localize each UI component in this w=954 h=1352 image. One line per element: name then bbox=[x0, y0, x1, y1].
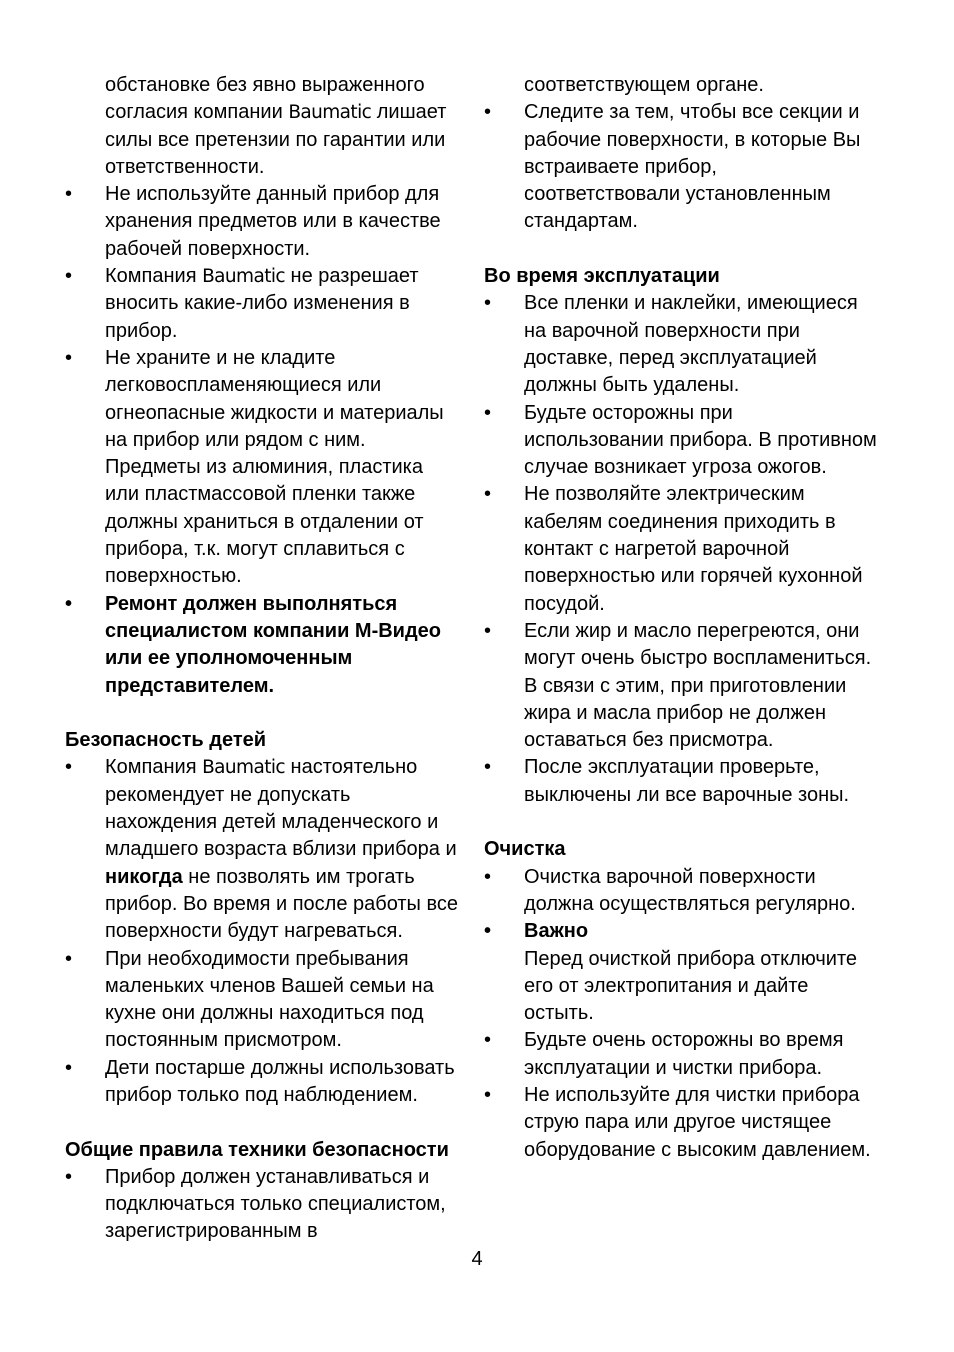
list-item: • Компания Baumatic не разрешает вносить какие-либо изменения в прибор. bbox=[65, 265, 419, 342]
text-line: ответственности. bbox=[105, 155, 265, 178]
bullet-icon: • bbox=[484, 1083, 492, 1106]
bullet-icon: • bbox=[65, 346, 73, 369]
bullet-icon: • bbox=[65, 265, 73, 288]
list-item: • Дети постарше должны использовать прибор только под наблюдением. bbox=[65, 1056, 455, 1106]
list-item: • Если жир и масло перегреются, они могут очень быстро воспламениться. В связи с этим, при приготовлении жира и масла прибор не должен оставаться без присмотра. bbox=[484, 619, 872, 752]
text-line: обстановке без явно выраженного bbox=[105, 74, 425, 96]
bullet-icon: • bbox=[484, 865, 492, 888]
bullet-icon: • bbox=[484, 292, 492, 315]
emphasis-text: никогда bbox=[105, 865, 183, 888]
left-column bbox=[65, 72, 475, 1246]
brand-name: Baumatic bbox=[202, 266, 285, 288]
brand-name: Baumatic bbox=[288, 102, 372, 124]
text-line: соответствующем органе. bbox=[524, 74, 764, 96]
list-item: • Все пленки и наклейки, имеющиеся на варочной поверхности при доставке, перед эксплуатацией должны быть удалены. bbox=[484, 292, 858, 397]
text-line: силы все претензии по гарантии или bbox=[105, 128, 446, 151]
section-heading-cleaning: Очистка bbox=[484, 838, 566, 861]
list-item: • При необходимости пребывания маленьких членов Вашей семьи на кухне они должны находиться под постоянным присмотром. bbox=[65, 947, 434, 1052]
bullet-icon: • bbox=[484, 920, 492, 943]
important-label: Важно bbox=[524, 920, 589, 943]
section-heading-general-safety: Общие правила техники безопасности bbox=[65, 1138, 449, 1161]
list-item: • Будьте осторожны при использовании прибора. В противном случае возникает угроза ожогов. bbox=[484, 401, 877, 479]
section-heading-children: Безопасность детей bbox=[65, 729, 267, 752]
list-item: • Ремонт должен выполняться специалистом компании М-Видео или ее уполномоченным представителем. bbox=[65, 592, 442, 697]
bullet-icon: • bbox=[65, 1056, 73, 1079]
bullet-icon: • bbox=[65, 592, 73, 615]
bullet-icon: • bbox=[484, 401, 492, 424]
brand-name: Baumatic bbox=[202, 757, 285, 779]
list-item: • Не храните и не кладите легковоспламеняющиеся или огнеопасные жидкости и материалы на прибор или рядом с ним. Предметы из алюминия, пластика или пластмассовой пленки также должны храниться в отдалении от прибора, т.к. могут сплавиться с поверхностью. bbox=[65, 346, 444, 588]
list-item: • Не позволяйте электрическим кабелям соединения приходить в контакт с нагретой варочной поверхностью или горячей кухонной посудой. bbox=[484, 483, 863, 615]
list-item: • После эксплуатации проверьте, выключены ли все варочные зоны. bbox=[484, 756, 850, 806]
list-item: • Не используйте для чистки прибора струю пара или другое чистящее оборудование с высоким давлением. bbox=[484, 1083, 871, 1161]
bullet-icon: • bbox=[65, 1165, 73, 1188]
bullet-icon: • bbox=[484, 1029, 492, 1052]
list-item: • Не используйте данный прибор для хранения предметов или в качестве рабочей поверхности. bbox=[65, 183, 441, 260]
list-item: • Очистка варочной поверхности должна осуществляться регулярно. bbox=[484, 865, 856, 915]
bullet-icon: • bbox=[484, 101, 492, 124]
bullet-icon: • bbox=[65, 183, 73, 206]
list-item: • Следите за тем, чтобы все секции и рабочие поверхности, в которые Вы встраиваете прибор, соответствовали установленным стандартам. bbox=[484, 101, 861, 233]
list-item: • Важно Перед очисткой прибора отключите его от электропитания и дайте остыть. bbox=[484, 920, 857, 1025]
list-item: • Компания Baumatic настоятельно рекомендует не допускать нахождения детей младенческого и младшего возраста вблизи прибора и никогда не позволять им трогать прибор. Во время и после работы все поверхности будут нагреваться. bbox=[65, 756, 458, 943]
bullet-icon: • bbox=[65, 947, 73, 970]
text-line: согласия компании Baumatic лишает bbox=[105, 101, 447, 124]
bullet-icon: • bbox=[484, 756, 492, 779]
list-item: • Прибор должен устанавливаться и подключаться только специалистом, зарегистрированным в bbox=[65, 1165, 446, 1243]
section-heading-operation: Во время эксплуатации bbox=[484, 265, 720, 288]
bullet-icon: • bbox=[484, 619, 492, 642]
list-item: • Будьте очень осторожны во время эксплуатации и чистки прибора. bbox=[484, 1029, 844, 1079]
right-column bbox=[484, 72, 904, 1164]
bullet-icon: • bbox=[484, 483, 492, 506]
page-number: 4 bbox=[471, 1248, 483, 1270]
bullet-icon: • bbox=[65, 756, 73, 779]
